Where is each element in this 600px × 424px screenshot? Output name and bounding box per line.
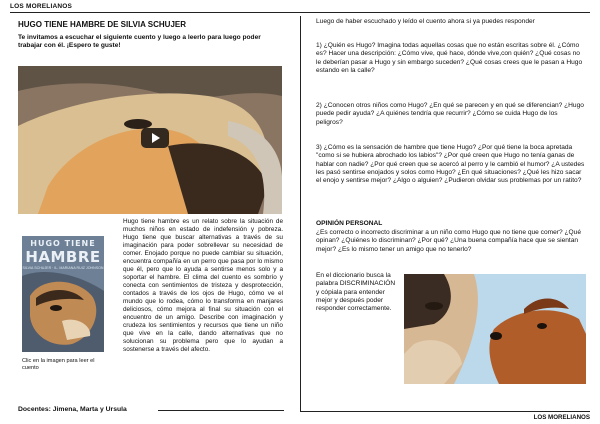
footer-brand: LOS MORELIANOS [533, 414, 590, 421]
question-3: 3) ¿Cómo es la sensación de hambre que tiene Hugo? ¿Por qué tiene la boca apretada "como si se hubiera abrochado los labios"? ¿Por qué creen que Hugo no tenía ganas de hablar con nadie? ¿Por qué creen que se acercó al perro y le cambió el humor? ¿A ustedes les pasó sentirse enojados y solos como Hugo? ¿En qué situaciones? ¿Qué les hizo sacar el enojo y sentirse mejor? ¿Algo o alguien? ¿Pudieron olvidar sus problemas por un ratito? [316, 144, 585, 185]
story-title: HUGO TIENE HAMBRE DE SILVIA SCHUJER [18, 20, 187, 29]
footer-rule-right [300, 411, 590, 412]
header-brand: LOS MORELIANOS [10, 3, 73, 10]
lead-text: Luego de haber escuchado y leído el cuento ahora si ya puedes responder [316, 18, 535, 25]
page-header [0, 0, 600, 14]
dictionary-task: En el diccionario busca la palabra DISCRIMINACIÓN y cópiala para entender mejor y después poder responder correctamente. [316, 272, 396, 313]
intro-text: Te invitamos a escuchar el siguiente cuento y luego a leerlo para luego poder trabajar con él. ¡Espero te guste! [18, 34, 261, 50]
opinion-title: OPINIÓN PERSONAL [316, 220, 383, 227]
cover-title-line1: HUGO TIENE [30, 239, 96, 248]
book-cover-link[interactable] [22, 236, 104, 352]
story-summary: Hugo tiene hambre es un relato sobre la situación de muchos niños en estado de indefensión y pobreza. Hugo tiene que buscar alternativas a través de su imaginación para poder sobrellevar su necesidad de comer. Enojado porque no puede cambiar su situación, encuentra compañía en un perro que pasa por lo mismo que él, pero que lo ayuda a sentirse menos solo y a soportar el hambre. El clima del cuento es sombrío y conecta con sentimientos de tristeza y desprotección, contados a través de los ojos de Hugo, cómo ve el mundo que lo rodea, cómo lo transforma en manjares deliciosos, cómo mejora al final su situación con el encuentro de un amigo. Describe con imaginación y crudeza los sentimientos y recursos que tiene un niño que vive en la calle, dando alternativas que no solucionan su problema pero que lo ayudan a sostenerse a través del afecto. [123, 218, 283, 353]
header-rule [10, 12, 590, 13]
cover-subtitle: SILVIA SCHUJER · IL. MARIANA RUIZ JOHNSON [22, 266, 104, 270]
cover-caption: Clic en la imagen para leer el cuento [22, 358, 95, 371]
cover-title-line2: HAMBRE [25, 248, 101, 266]
story-illustration [404, 274, 586, 384]
question-2: 2) ¿Conocen otros niños como Hugo? ¿En qué se parecen y en qué se diferencian? ¿Hugo puede pedir ayuda? ¿A quiénes tendría que recurrir? ¿Cómo se cuida Hugo de los peligros? [316, 102, 584, 126]
opinion-text: ¿Es correcto o incorrecto discriminar a un niño como Hugo que no tiene que comer? ¿Qué opinan? ¿Quiénes lo discriminan? ¿Por qué? ¿Una buena compañía hace que se sientan mejor? ¿Es lo mismo tener un amigo que no tenerlo? [316, 229, 581, 253]
illustration-image [404, 274, 586, 384]
question-1: 1) ¿Quién es Hugo? Imagina todas aquellas cosas que no están escritas sobre él. ¿Cómo es? Hacer una descripción: ¿Cómo vive, qué hace, dónde vive,con quién? ¿Qué cosas no le deberían pasar a Hugo y sin embargo suceden? ¿Qué cosas crees que le pasan a Hugo estando en la calle? [316, 42, 583, 74]
play-icon[interactable] [141, 128, 169, 148]
teachers-credit: Docentes: Jimena, Marta y Ursula [18, 406, 127, 413]
right-column [316, 18, 586, 410]
story-video[interactable] [18, 66, 282, 214]
column-divider [300, 16, 301, 412]
left-column [18, 18, 284, 413]
footer-rule-left [158, 410, 284, 411]
